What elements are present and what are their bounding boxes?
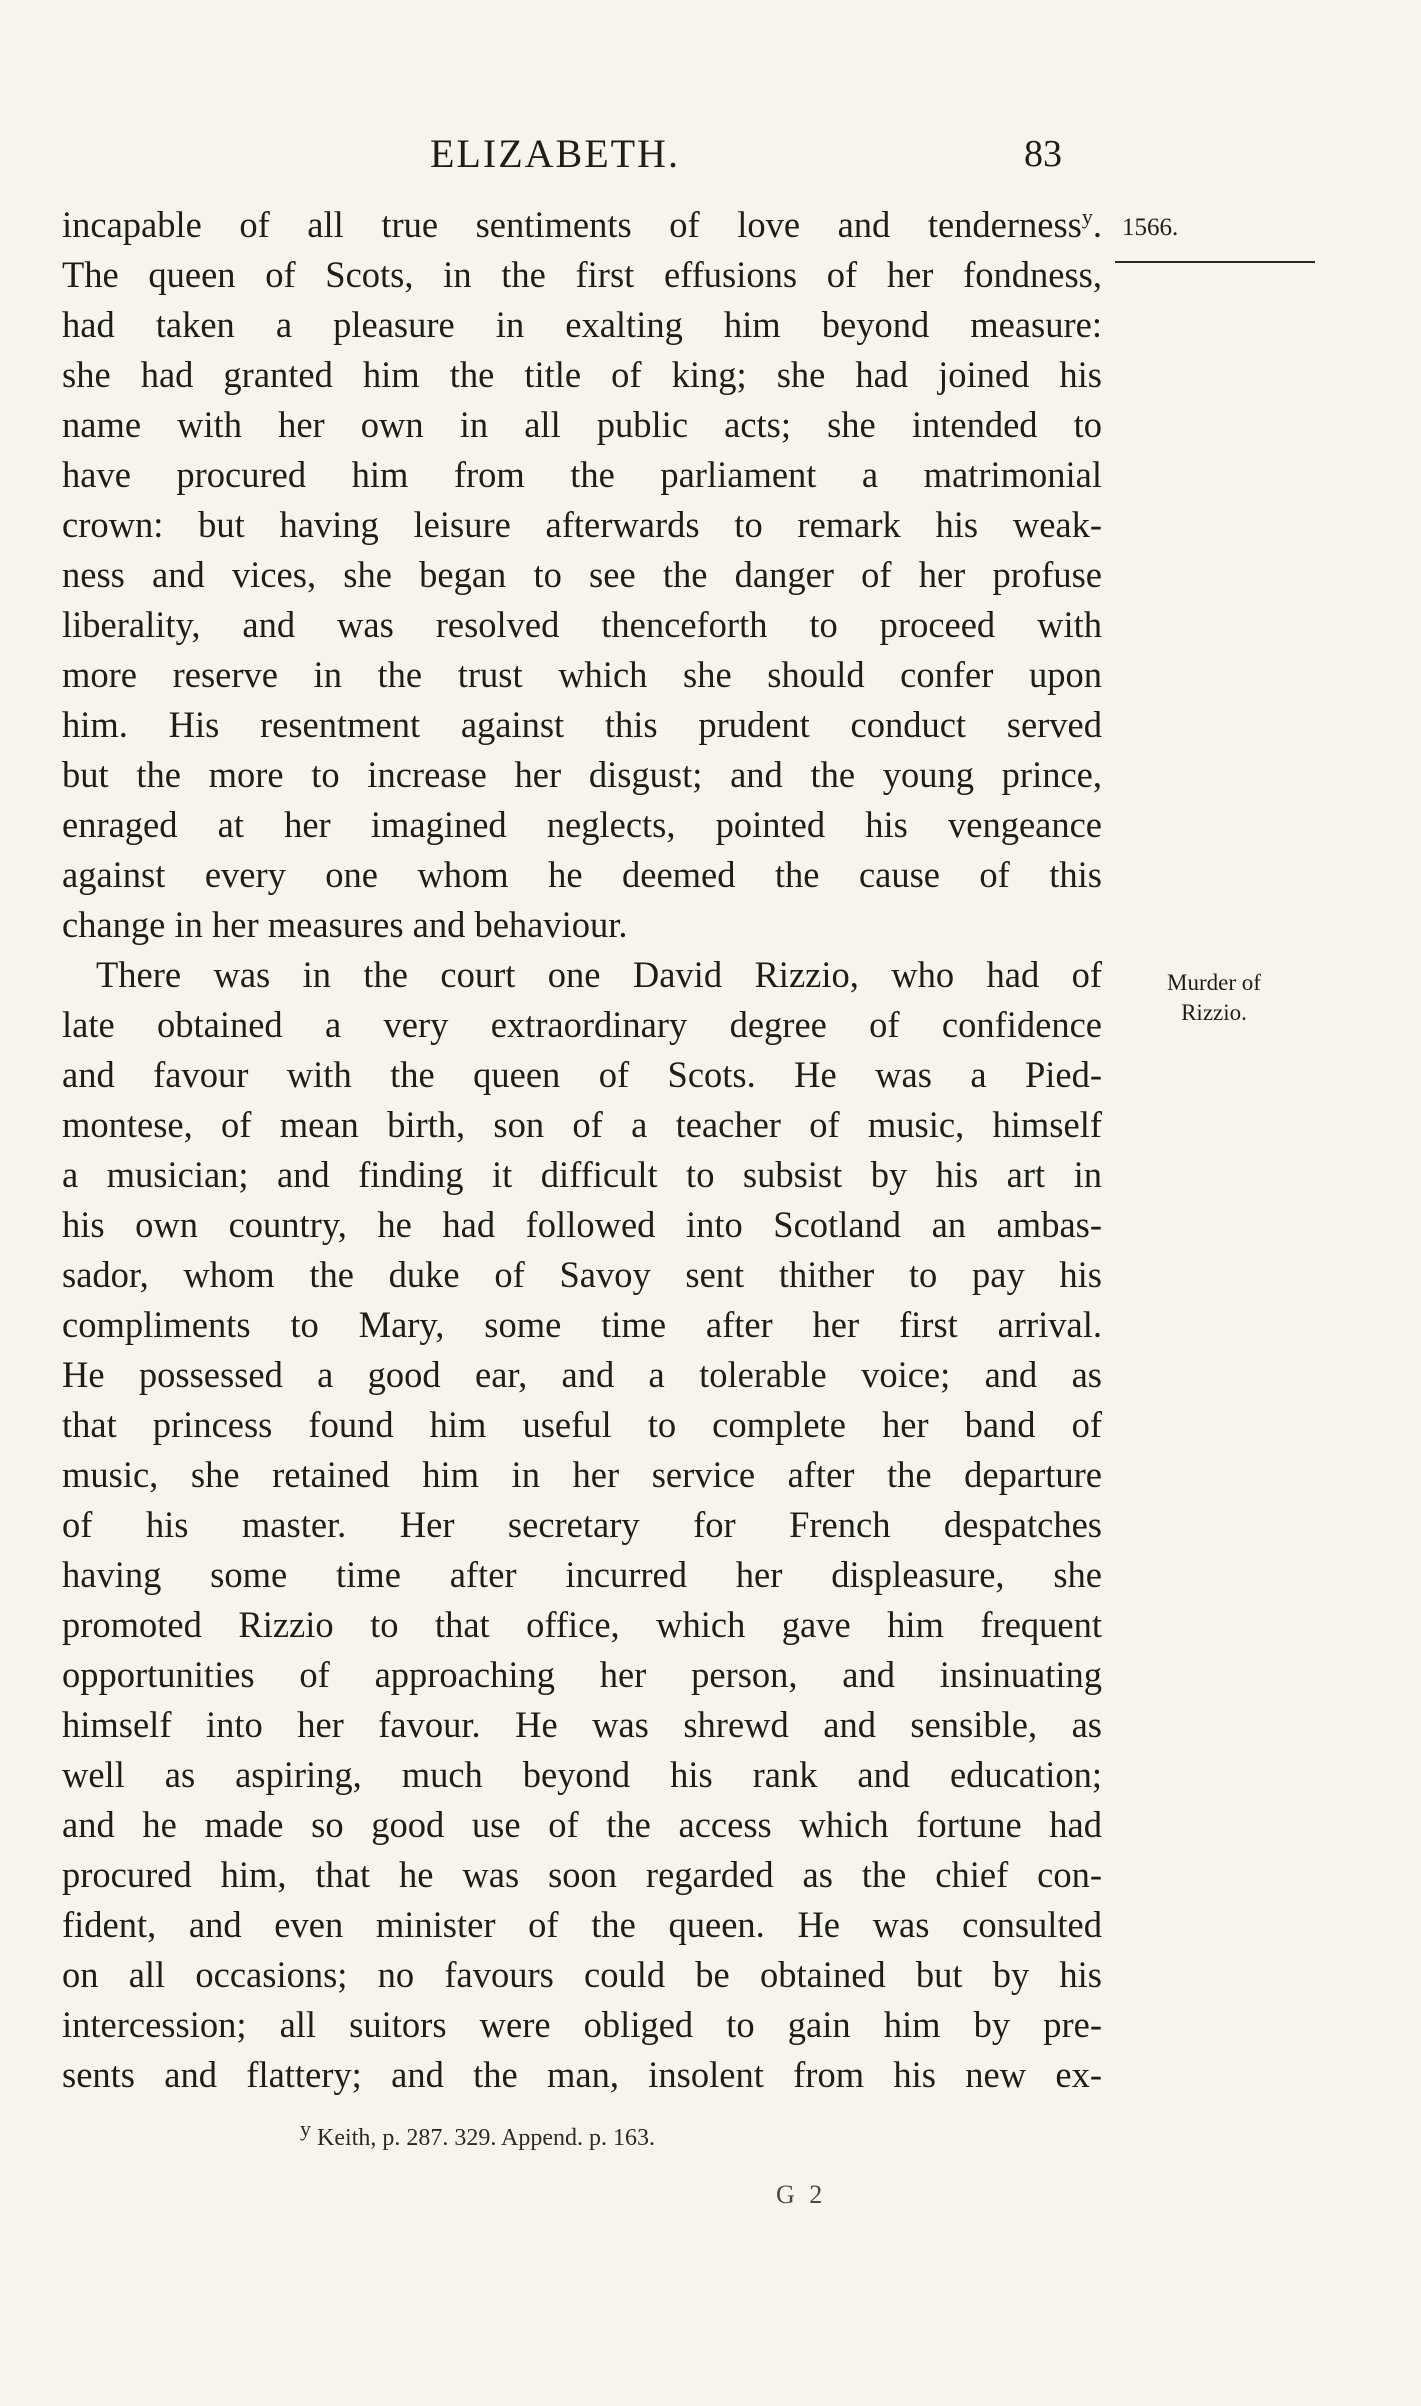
text-line-11: him. His resentment against this prudent conduct served (62, 704, 1102, 745)
text-line-30: opportunities of approaching her person, and insinuating (62, 1654, 1102, 1695)
text-line-26: music, she retained him in her service after the departure (62, 1454, 1102, 1495)
footnote-text: Keith, p. 287. 329. Append. p. 163. (317, 2125, 655, 2151)
text-line-10: more reserve in the trust which she should confer upon (62, 654, 1102, 695)
text-line-36: on all occasions; no favours could be obtained but by his (62, 1954, 1102, 1995)
text-line-12: but the more to increase her disgust; and the young prince, (62, 754, 1102, 795)
text-line-22: sador, whom the duke of Savoy sent thither to pay his (62, 1254, 1102, 1295)
text-line-28: having some time after incurred her displeasure, she (62, 1554, 1102, 1595)
margin-note-line-1: Murder of (1167, 970, 1261, 995)
running-title: ELIZABETH. (430, 131, 680, 176)
text-line-9: liberality, and was resolved thenceforth to proceed with (62, 604, 1102, 645)
text-line-23: compliments to Mary, some time after her first arrival. (62, 1304, 1102, 1345)
text-line-8: ness and vices, she began to see the danger of her profuse (62, 554, 1102, 595)
text-line-2: The queen of Scots, in the first effusions of her fondness, (62, 254, 1102, 295)
text-line-21: his own country, he had followed into Scotland an ambas- (62, 1204, 1102, 1245)
text-line-33: and he made so good use of the access which fortune had (62, 1804, 1102, 1845)
text-line-7: crown: but having leisure afterwards to remark his weak- (62, 504, 1102, 545)
text-line-15: change in her measures and behaviour. (62, 904, 628, 945)
text-line-25: that princess found him useful to complete her band of (62, 1404, 1102, 1445)
signature-mark: G 2 (776, 2180, 827, 2209)
text-line-6: have procured him from the parliament a matrimonial (62, 454, 1102, 495)
text-line-20: a musician; and finding it difficult to subsist by his art in (62, 1154, 1102, 1195)
body-text (62, 200, 1102, 2100)
page-number: 83 (1024, 133, 1062, 175)
page-header (62, 128, 1062, 180)
text-line-3: had taken a pleasure in exalting him beyond measure: (62, 304, 1102, 345)
text-line-34: procured him, that he was soon regarded as the chief con- (62, 1854, 1102, 1895)
text-line-13: enraged at her imagined neglects, pointed his vengeance (62, 804, 1102, 845)
text-line-5: name with her own in all public acts; she intended to (62, 404, 1102, 445)
text-line-1: incapable of all true sentiments of love and tenderness$^y$. (62, 203, 1102, 245)
text-line-19: montese, of mean birth, son of a teacher of music, himself (62, 1104, 1102, 1145)
text-line-37: intercession; all suitors were obliged to gain him by pre- (62, 2004, 1102, 2045)
footnote-ref: y (1081, 203, 1093, 229)
text-line-17: late obtained a very extraordinary degree of confidence (62, 1004, 1102, 1045)
footnote-marker: y (300, 2116, 311, 2141)
text-line-31: himself into her favour. He was shrewd and sensible, as (62, 1704, 1102, 1745)
text-line-32: well as aspiring, much beyond his rank and education; (62, 1754, 1102, 1795)
margin-rule (1115, 261, 1315, 263)
text-line-27: of his master. Her secretary for French despatches (62, 1504, 1102, 1545)
margin-year: 1566. (1122, 214, 1179, 241)
text-line-16: There was in the court one David Rizzio, who had of (96, 954, 1102, 995)
text-line-35: fident, and even minister of the queen. He was consulted (62, 1904, 1102, 1945)
margin-note (1104, 968, 1324, 1028)
margin-note-line-2: Rizzio. (1181, 1000, 1247, 1025)
footnote (300, 2116, 900, 2154)
text-line-14: against every one whom he deemed the cause of this (62, 854, 1102, 895)
text-line-29: promoted Rizzio to that office, which gave him frequent (62, 1604, 1102, 1645)
text-line-38: sents and flattery; and the man, insolent from his new ex- (62, 2054, 1102, 2095)
text-line-18: and favour with the queen of Scots. He was a Pied- (62, 1054, 1102, 1095)
text-line-4: she had granted him the title of king; she had joined his (62, 354, 1102, 395)
text-line-24: He possessed a good ear, and a tolerable voice; and as (62, 1354, 1102, 1395)
